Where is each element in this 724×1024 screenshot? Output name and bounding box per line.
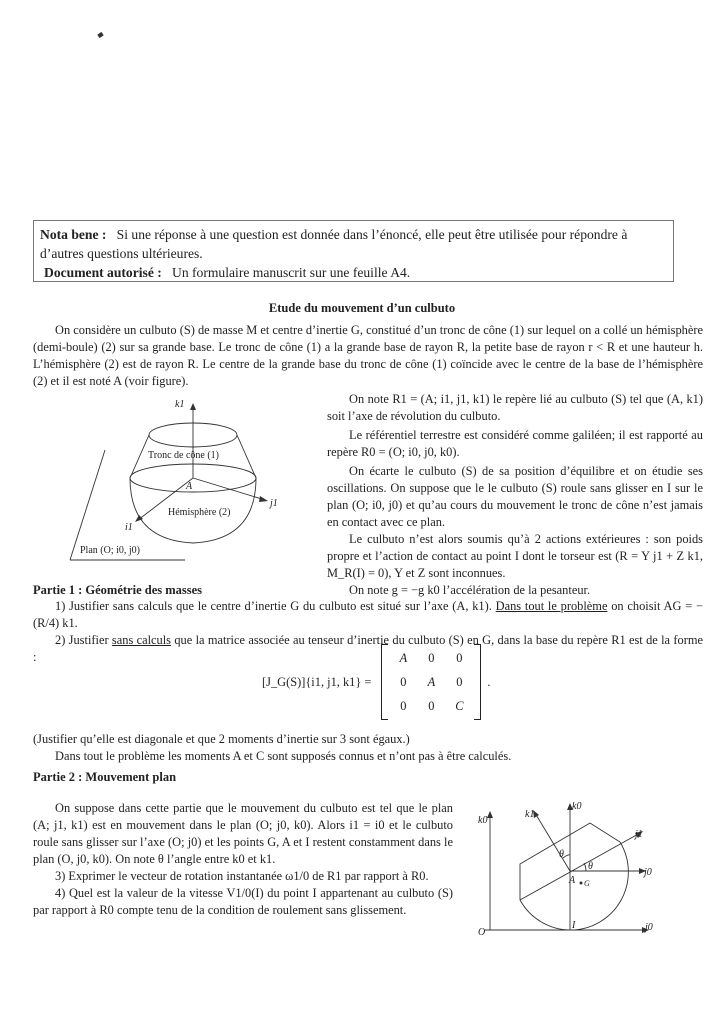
matrix-cell: 0 [456, 650, 463, 665]
scan-mark [97, 32, 103, 38]
moments-note: Dans tout le problème les moments A et C sont supposés connus et n’ont pas à être calculés. [55, 749, 512, 763]
inertia-matrix: [J_G(S)]{i1, j1, k1} = A 0 0 0 A 0 0 0 C . [262, 646, 491, 718]
k1-label: k1 [525, 809, 535, 820]
partie2-heading: Partie 2 : Mouvement plan [33, 770, 177, 784]
theta1-label: θ [559, 849, 564, 860]
q2-pre: 2) Justifier [55, 633, 109, 647]
matrix-cell: A [399, 650, 408, 665]
a-label: A [186, 481, 193, 492]
q2-underlined: sans calculs [111, 633, 171, 647]
matrix-cell: 0 [400, 698, 407, 713]
document-label: Document autorisé : [44, 265, 162, 280]
oscillations-text: On écarte le culbuto (S) de sa position d’équilibre et on étudie ses oscillations. On suppose que le le culbuto (S) roule sans glisser en I sur le plan (O; i0, j0) et qu’au cours du mouvement le tronc de cône n’est jamais en contact avec ce plan. [327, 464, 703, 529]
culbuto-plane-figure [470, 785, 690, 945]
mouvement-plan-text: On suppose dans cette partie que le mouvement du culbuto est tel que le plan (A; j1, k1) est en mouvement dans le plan (O; j0, k0). Alors i1 = i0 et le culbuto roule sans glisser sur l’axe (O; j0) et les points G, A et I restent constamment dans le plan (O, j0, k0). On note θ l’angle entre k0 et k1. [33, 801, 453, 866]
nota-bene-label: Nota bene : [40, 227, 107, 242]
question-4: 4) Quel est la valeur de la vitesse V1/0(I) du point I appartenant au culbuto (S) par rapport à R0 compte tenu de la condition de roulement sans glissement. [33, 886, 453, 917]
right-column [327, 391, 703, 599]
partie1-notes [33, 731, 703, 765]
plan-label: Plan (O; i0, j0) [80, 545, 140, 556]
q1-underlined: Dans tout le problème [495, 599, 608, 613]
j0-bottom-label: j0 [645, 922, 653, 933]
q1-text: 1) Justifier sans calculs que le centre d’inertie G du culbuto est situé sur l’axe (A, k1). [55, 599, 492, 613]
question-3: 3) Exprimer le vecteur de rotation instantanée ω1/0 de R1 par rapport à R0. [55, 869, 429, 883]
k0-left-label: k0 [478, 815, 488, 826]
partie1-heading: Partie 1 : Géométrie des masses [33, 583, 203, 597]
k1-label: k1 [175, 399, 185, 410]
actions-text: Le culbuto n’est alors soumis qu’à 2 actions extérieures : son poids propre et l’action de contact au point I dont le torseur est (R = Y j1 + Z k1, M_R(I) = 0), Y et Z sont inconnues. [327, 532, 703, 580]
culbuto-3d-figure [60, 385, 320, 570]
matrix-cell: C [455, 698, 464, 713]
repere-r1-text: On note R1 = (A; i1, j1, k1) le repère lié au culbuto (S) tel que (A, k1) soit l’axe de révolution du culbuto. [327, 392, 703, 423]
j1-label: j1 [270, 498, 278, 509]
matrix-cell: 0 [428, 650, 435, 665]
diagonal-note: (Justifier qu’elle est diagonale et que 2 moments d’inertie sur 3 sont égaux.) [33, 732, 410, 746]
matrix-cell: 0 [400, 674, 407, 689]
j1-label: j1 [635, 829, 643, 840]
partie2-text [33, 800, 453, 919]
q2-post: que la matrice associée au tenseur d’inertie du culbuto (S) en G, dans la base du repère R1 est de la forme : [33, 633, 703, 664]
intro-text: On considère un culbuto (S) de masse M et centre d’inertie G, constitué d’un tronc de cône (1) sur lequel on a collé un hémisphère (demi-boule) (2) sur sa grande base. Le tronc de cône (1) a la grande base de rayon R, la petite base de rayon r < R et une hauteur h. L’hémisphère (2) est de rayon R. Le centre de la grande base du tronc de cône (1) coïncide avec le centre de la base de l’hémisphère (2) et il est noté A (voir figure). [33, 323, 703, 388]
document-text: Un formulaire manuscrit sur une feuille A4. [172, 265, 411, 280]
nota-bene-text: Si une réponse à une question est donnée dans l’énoncé, elle peut être utilisée pour répondre à d’autres questions ultérieures. [40, 227, 628, 261]
intro-paragraph [33, 322, 703, 390]
matrix-cell: 0 [428, 698, 435, 713]
referentiel-text: Le référentiel terrestre est considéré comme galiléen; il est rapporté au repère R0 = (O; i0, j0, k0). [327, 428, 703, 459]
k0-top-label: k0 [572, 801, 582, 812]
nota-bene-box [33, 220, 674, 282]
hemisphere-label: Hémisphère (2) [168, 507, 231, 518]
g-label: G [584, 879, 590, 888]
matrix-cell: 0 [456, 674, 463, 689]
matrix-grid [381, 646, 481, 718]
tronc-label: Tronc de cône (1) [148, 450, 220, 461]
a-label: A [569, 875, 576, 886]
i1-label: i1 [125, 522, 133, 533]
matrix-cell: A [427, 674, 436, 689]
q1-tail: on choisit AG = −(R/4) k1. [33, 599, 703, 630]
i-label: I [572, 920, 576, 931]
question-1 [33, 598, 703, 632]
page-title: Etude du mouvement d’un culbuto [268, 301, 456, 315]
o-label: O [478, 927, 486, 938]
j0-mid-label: j0 [644, 867, 652, 878]
gravity-text: On note g = −g k0 l’accélération de la pesanteur. [349, 583, 591, 597]
matrix-lhs: [J_G(S)]{i1, j1, k1} = [262, 674, 372, 689]
theta2-label: θ [588, 861, 593, 872]
